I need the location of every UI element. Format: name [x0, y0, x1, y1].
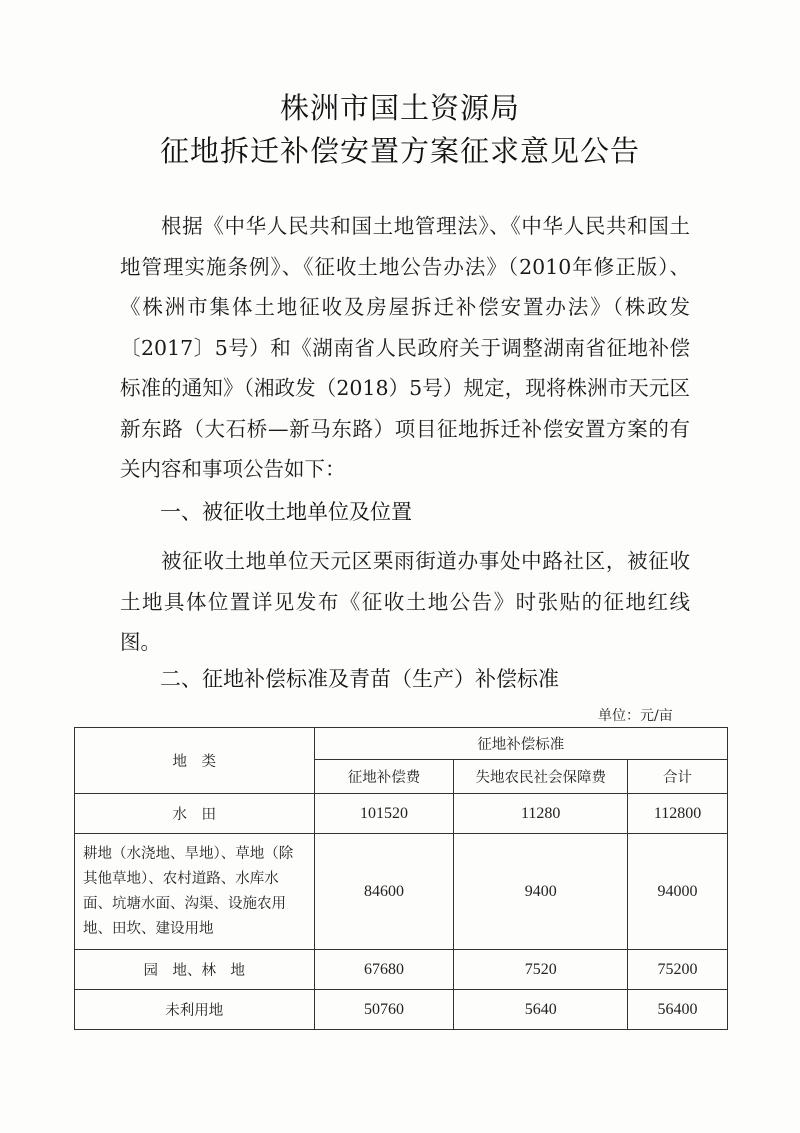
landtype-cell: 园 地、林 地: [75, 950, 315, 990]
total-cell: 94000: [628, 834, 728, 950]
table-header-row: [75, 728, 728, 760]
social-security-cell: 5640: [454, 990, 628, 1030]
intro-paragraph: 根据《中华人民共和国土地管理法》、《中华人民共和国土地管理实施条例》、《征收土地公告办法》（2010年修正版）、《株洲市集体土地征收及房屋拆迁补偿安置办法》（株政发〔2017〕5号）和《湖南省人民政府关于调整湖南省征地补偿标准的通知》（湘政发（2018）5号）规定，现将株洲市天元区新东路（大石桥—新马东路）项目征地拆迁补偿安置方案的有关内容和事项公告如下：: [120, 214, 690, 481]
section1-paragraph: 被征收土地单位天元区栗雨街道办事处中路社区，被征收土地具体位置详见发布《征收土地公告》时张贴的征地红线图。: [120, 549, 690, 654]
table-row: [75, 834, 728, 950]
section2-heading: 二、征地补偿标准及青苗（生产）补偿标准: [160, 667, 559, 691]
header-social-security-fee: 失地农民社会保障费: [454, 760, 628, 794]
social-security-cell: 9400: [454, 834, 628, 950]
compensation-cell: 101520: [314, 794, 454, 834]
total-cell: 56400: [628, 990, 728, 1030]
document-title-line1: 株洲市国土资源局: [279, 91, 520, 125]
compensation-cell: 50760: [314, 990, 454, 1030]
header-compensation-standard: 征地补偿标准: [314, 728, 727, 760]
section1-heading: 一、被征收土地单位及位置: [160, 500, 412, 524]
landtype-cell: 水 田: [75, 794, 315, 834]
table-row: [75, 794, 728, 834]
social-security-cell: 7520: [454, 950, 628, 990]
table-row: [75, 990, 728, 1030]
landtype-cell: 耕地（水浇地、旱地）、草地（除其他草地）、农村道路、水库水面、坑塘水面、沟渠、设施农用地、田坎、建设用地: [75, 834, 315, 950]
document-title-line2: 征地拆迁补偿安置方案征求意见公告: [159, 134, 640, 168]
landtype-cell: 未利用地: [75, 990, 315, 1030]
compensation-cell: 84600: [314, 834, 454, 950]
total-cell: 75200: [628, 950, 728, 990]
header-landtype: 地 类: [75, 728, 315, 794]
table-row: [75, 950, 728, 990]
header-total: 合计: [628, 760, 728, 794]
compensation-cell: 67680: [314, 950, 454, 990]
social-security-cell: 11280: [454, 794, 628, 834]
header-compensation-fee: 征地补偿费: [314, 760, 454, 794]
compensation-table: [74, 727, 728, 1030]
table-unit-label: 单位：元/亩: [598, 708, 673, 724]
total-cell: 112800: [628, 794, 728, 834]
